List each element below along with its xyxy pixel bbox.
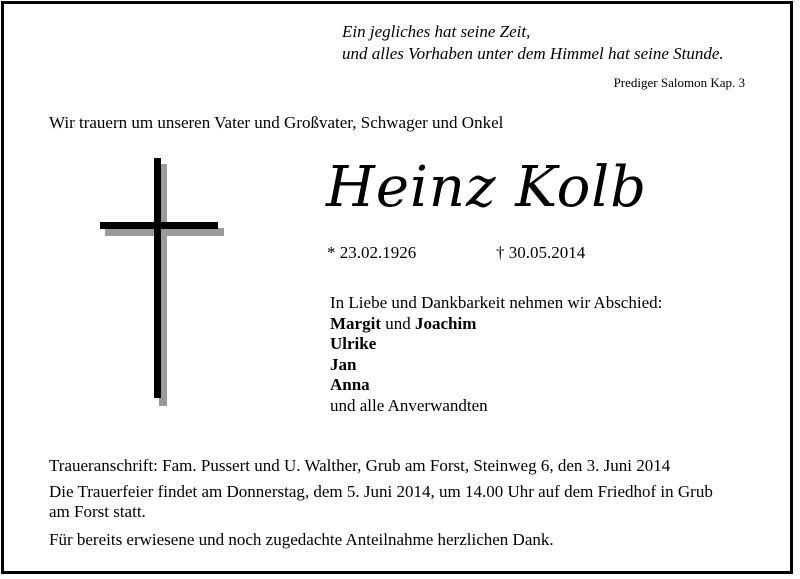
intro-text: Wir trauern um unseren Vater und Großvater, Schwager und Onkel xyxy=(49,113,504,132)
birth-date: * 23.02.1926 xyxy=(327,243,417,262)
death-date: † 30.05.2014 xyxy=(496,243,586,262)
ceremony-info: Die Trauerfeier findet am Donnerstag, dem 5. Juni 2014, um 14.00 Uhr auf dem Friedhof in Grub am Forst statt. xyxy=(49,482,713,521)
farewell-line: In Liebe und Dankbarkeit nehmen wir Abschied: xyxy=(330,293,663,312)
mourners-block xyxy=(330,293,662,416)
mourner-line xyxy=(330,375,662,396)
cross-vertical xyxy=(154,158,161,398)
mourner-name: Margit xyxy=(330,313,381,333)
mourner-name: Jan xyxy=(330,354,357,374)
quote-source: Prediger Salomon Kap. 3 xyxy=(613,75,745,90)
relatives-line: und alle Anverwandten xyxy=(330,395,488,415)
quote-line-2: und alles Vorhaben unter dem Himmel hat seine Stunde. xyxy=(342,44,724,63)
mourner-name: Joachim xyxy=(414,313,477,333)
bible-quote xyxy=(342,21,724,65)
cross-shadow-horizontal xyxy=(105,228,224,236)
mourner-line xyxy=(330,355,662,376)
mourner-joiner: und xyxy=(380,313,415,333)
cross-horizontal xyxy=(100,222,218,229)
mourner-name: Anna xyxy=(330,375,370,394)
latin-cross-icon xyxy=(96,156,226,406)
mourner-line xyxy=(330,334,662,355)
quote-line-1: Ein jegliches hat seine Zeit, xyxy=(342,22,531,41)
mourning-address: Traueranschrift: Fam. Pussert und U. Walther, Grub am Forst, Steinweg 6, den 3. Juni 2014 xyxy=(49,456,671,475)
mourner-line xyxy=(330,314,662,335)
mourner-name: Ulrike xyxy=(330,334,377,353)
thanks-line: Für bereits erwiesene und noch zugedachte Anteilnahme herzlichen Dank. xyxy=(49,530,554,549)
deceased-name: Heinz Kolb xyxy=(326,155,648,220)
